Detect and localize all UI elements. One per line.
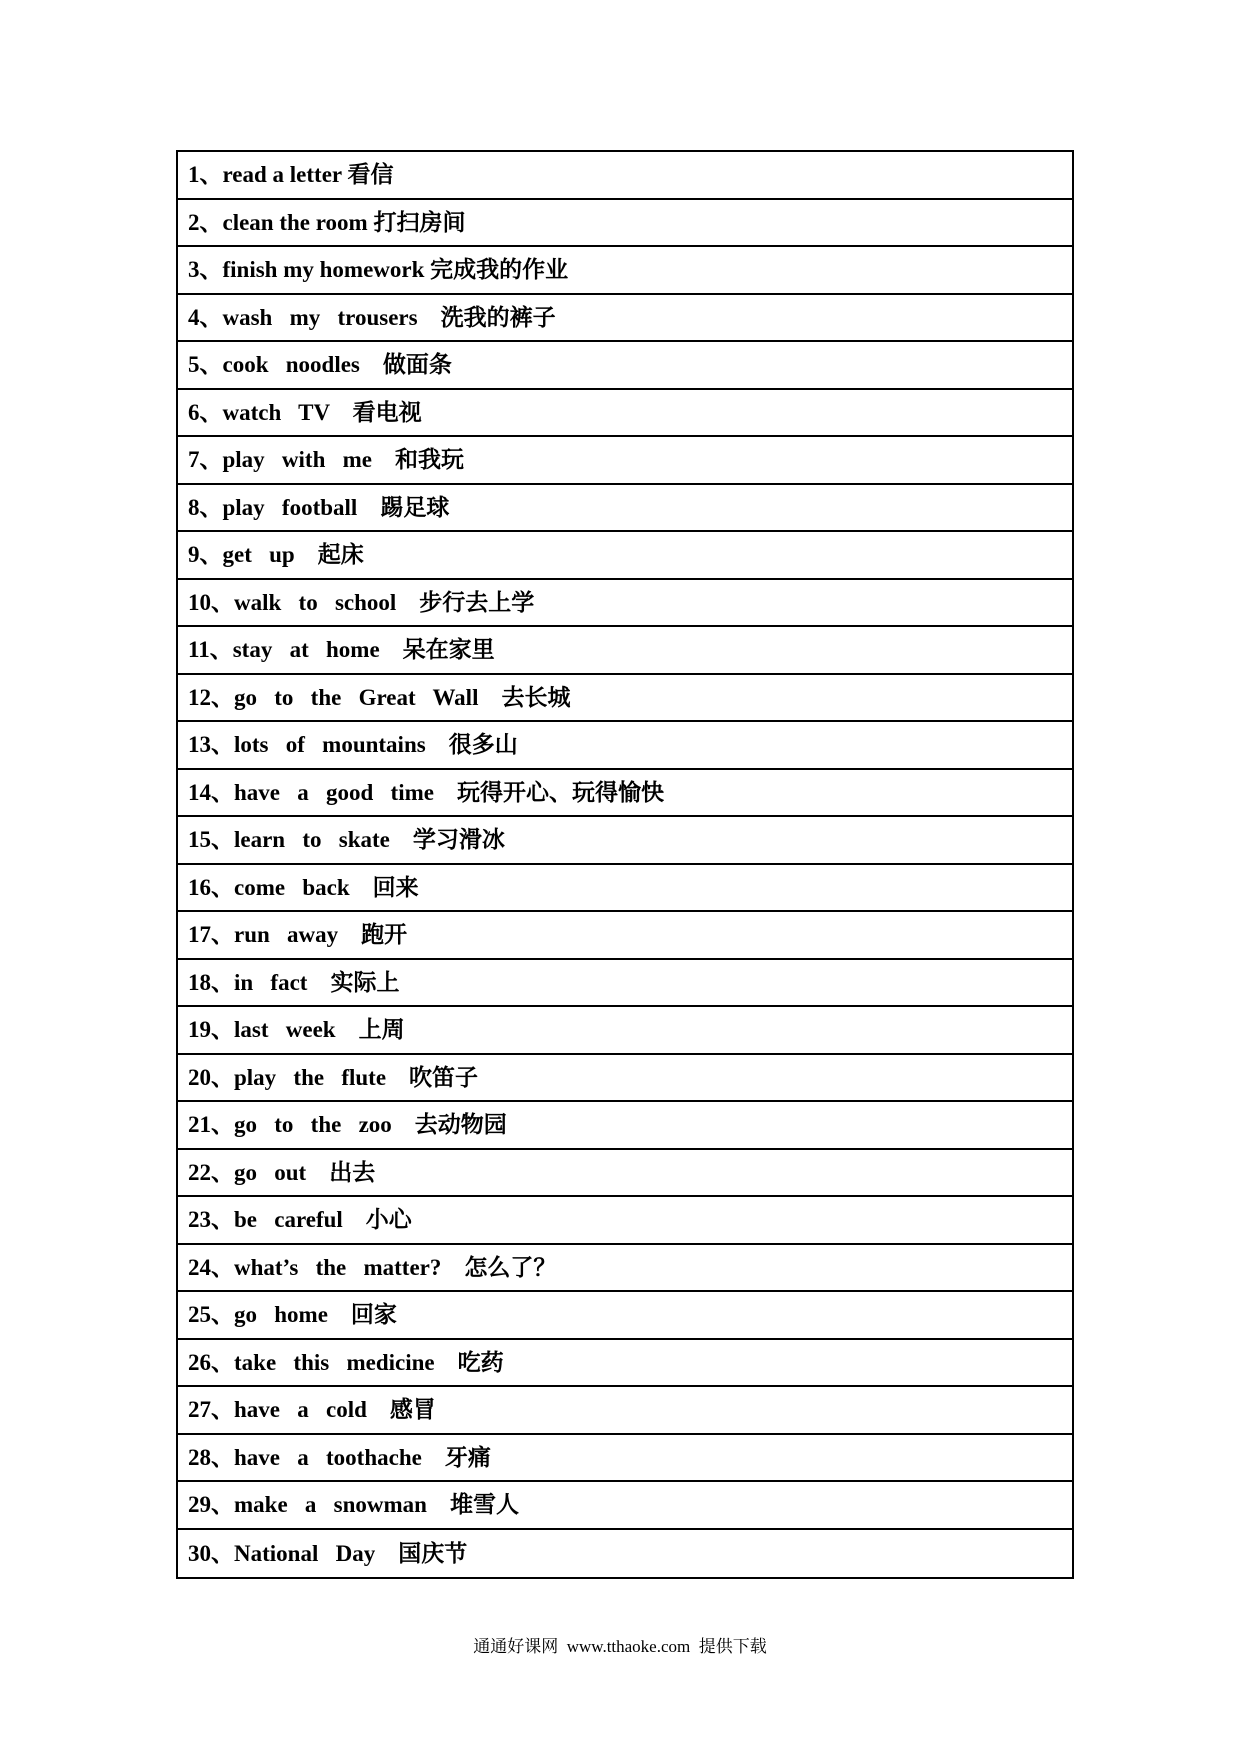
phrase-text: 8、play football 踢足球 <box>188 494 450 520</box>
table-row <box>178 295 1072 343</box>
table-row <box>178 1387 1072 1435</box>
phrase-text: 11、stay at home 呆在家里 <box>188 637 495 663</box>
phrase-text: 1、read a letter 看信 <box>188 162 394 188</box>
phrase-text: 30、National Day 国庆节 <box>188 1540 468 1566</box>
table-row <box>178 485 1072 533</box>
table-row <box>178 152 1072 200</box>
table-row <box>178 1007 1072 1055</box>
phrase-text: 20、play the flute 吹笛子 <box>188 1064 479 1090</box>
table-row <box>178 342 1072 390</box>
phrase-text: 13、lots of mountains 很多山 <box>188 732 518 758</box>
phrase-text: 23、be careful 小心 <box>188 1207 412 1233</box>
table-row <box>178 1292 1072 1340</box>
phrase-text: 12、go to the Great Wall 去长城 <box>188 684 571 710</box>
table-row <box>178 770 1072 818</box>
table-row <box>178 1530 1072 1578</box>
phrase-text: 2、clean the room 打扫房间 <box>188 209 466 235</box>
footer-credit: 通通好课网 www.tthaoke.com 提供下载 <box>473 1637 767 1656</box>
phrase-text: 5、cook noodles 做面条 <box>188 352 452 378</box>
phrase-text: 10、walk to school 步行去上学 <box>188 589 535 615</box>
phrase-text: 27、have a cold 感冒 <box>188 1397 436 1423</box>
phrase-text: 4、wash my trousers 洗我的裤子 <box>188 304 556 330</box>
phrase-text: 26、take this medicine 吃药 <box>188 1349 504 1375</box>
phrase-text: 9、get up 起床 <box>188 542 364 568</box>
table-row <box>178 865 1072 913</box>
phrase-text: 24、what’s the matter? 怎么了？ <box>188 1254 557 1280</box>
phrase-text: 7、play with me 和我玩 <box>188 447 464 473</box>
table-row <box>178 1435 1072 1483</box>
table-row <box>178 960 1072 1008</box>
table-row <box>178 1055 1072 1103</box>
phrase-text: 28、have a toothache 牙痛 <box>188 1444 491 1470</box>
table-row <box>178 722 1072 770</box>
phrase-text: 3、finish my homework 完成我的作业 <box>188 257 569 283</box>
phrase-text: 21、go to the zoo 去动物园 <box>188 1112 507 1138</box>
table-row <box>178 1482 1072 1530</box>
table-row <box>178 580 1072 628</box>
table-row <box>178 675 1072 723</box>
table-row <box>178 1340 1072 1388</box>
phrase-text: 19、last week 上周 <box>188 1017 405 1043</box>
table-row <box>178 247 1072 295</box>
table-row <box>178 912 1072 960</box>
phrase-text: 15、learn to skate 学习滑冰 <box>188 827 505 853</box>
table-row <box>178 817 1072 865</box>
phrase-text: 22、go out 出去 <box>188 1159 376 1185</box>
phrase-table <box>176 150 1074 1579</box>
phrase-text: 17、run away 跑开 <box>188 922 408 948</box>
table-row <box>178 532 1072 580</box>
phrase-text: 16、come back 回来 <box>188 874 419 900</box>
table-row <box>178 1197 1072 1245</box>
table-row <box>178 1102 1072 1150</box>
phrase-text: 25、go home 回家 <box>188 1302 397 1328</box>
phrase-text: 6、watch TV 看电视 <box>188 399 422 425</box>
table-row <box>178 390 1072 438</box>
phrase-text: 18、in fact 实际上 <box>188 969 400 995</box>
table-row <box>178 437 1072 485</box>
phrase-text: 29、make a snowman 堆雪人 <box>188 1492 519 1518</box>
table-row <box>178 200 1072 248</box>
table-row <box>178 627 1072 675</box>
table-row <box>178 1245 1072 1293</box>
phrase-text: 14、have a good time 玩得开心、玩得愉快 <box>188 779 664 805</box>
table-row <box>178 1150 1072 1198</box>
